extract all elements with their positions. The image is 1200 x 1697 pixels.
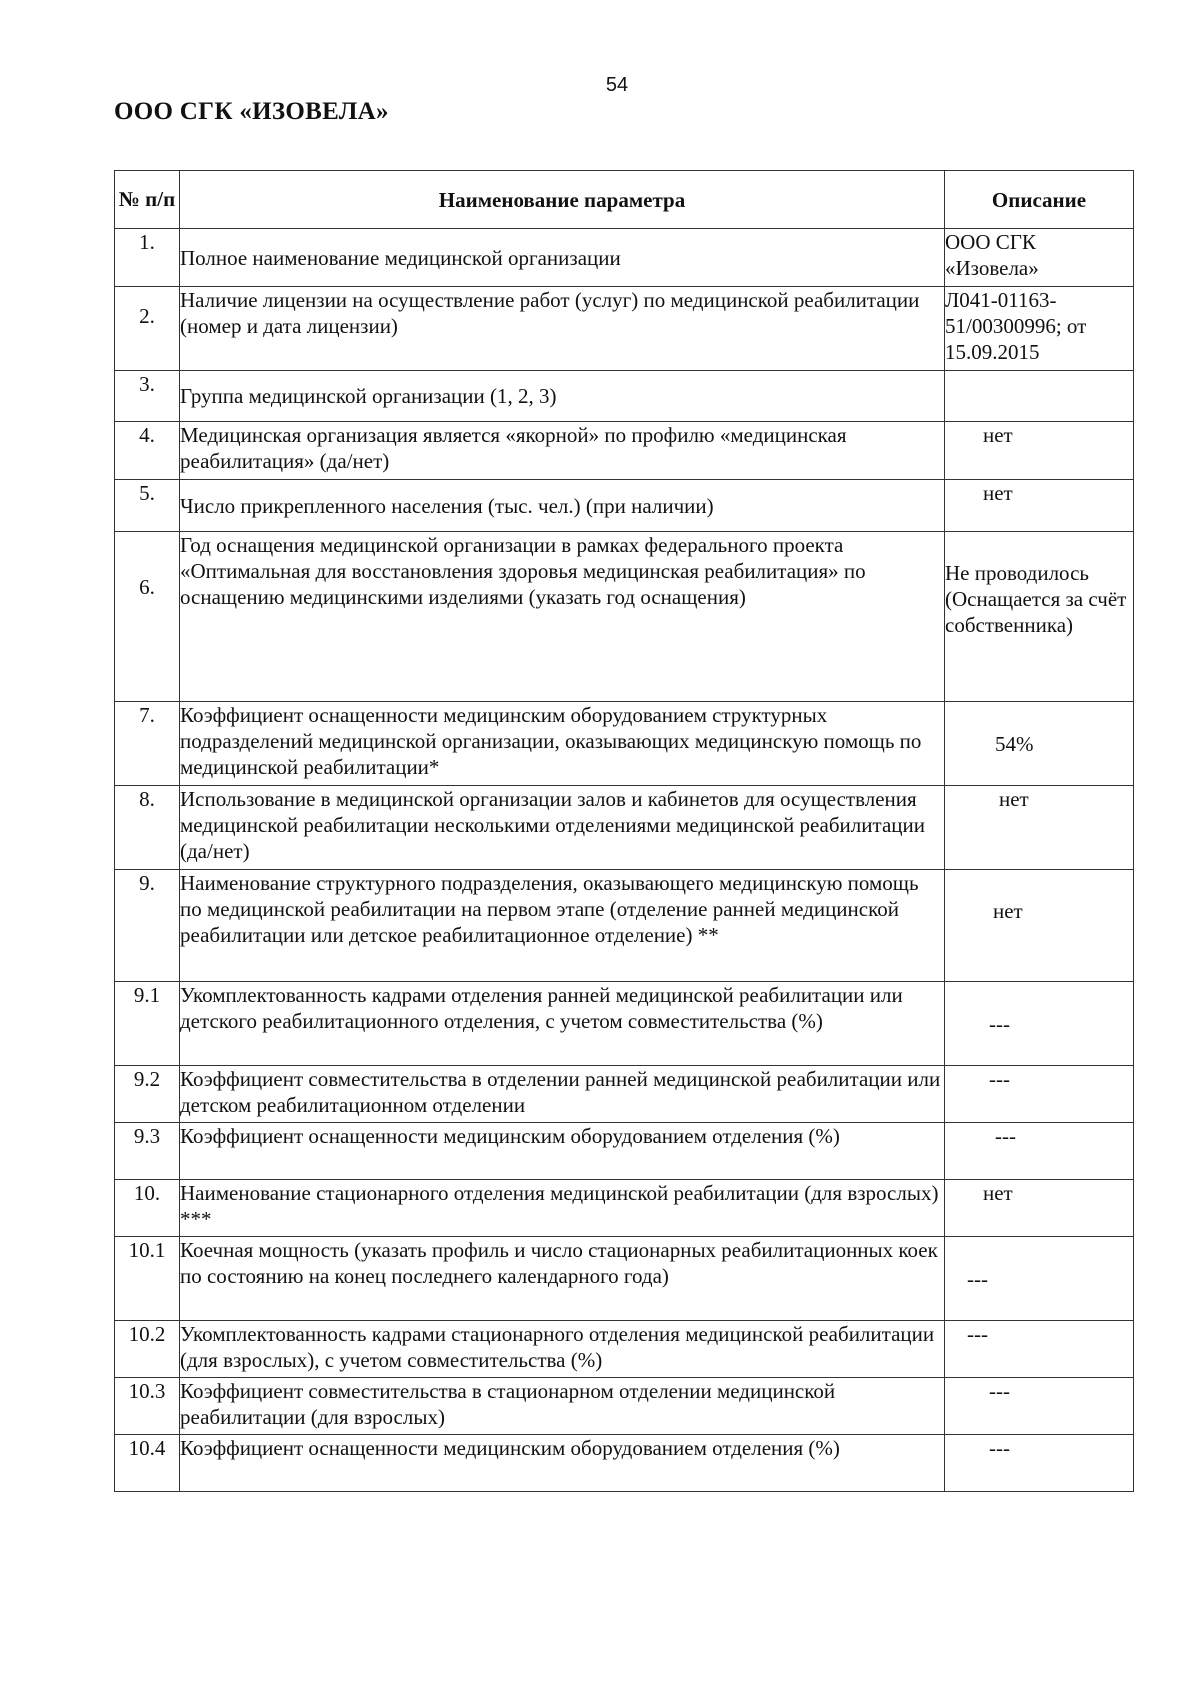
row-parameter-name: Год оснащения медицинской организации в рамках федерального проекта «Оптимальная для восстановления здоровья медицинская реабилитация» по оснащению медицинскими изделиями (указать год оснащения) xyxy=(180,532,945,702)
row-number: 9.2 xyxy=(115,1066,180,1123)
row-number: 1. xyxy=(115,229,180,287)
table-row xyxy=(115,422,1134,480)
row-number: 9.3 xyxy=(115,1123,180,1180)
row-description: --- xyxy=(945,1321,1134,1378)
table-row xyxy=(115,371,1134,422)
row-description xyxy=(945,371,1134,422)
table-row xyxy=(115,532,1134,702)
row-parameter-name: Использование в медицинской организации залов и кабинетов для осуществления медицинской реабилитации несколькими отделениями медицинской реабилитации (да/нет) xyxy=(180,786,945,870)
table-row xyxy=(115,786,1134,870)
table-row xyxy=(115,480,1134,532)
row-parameter-name: Коэффициент оснащенности медицинским оборудованием структурных подразделений медицинской организации, оказывающих медицинскую помощь по медицинской реабилитации* xyxy=(180,702,945,786)
row-description: Л041-01163-51/00300996; от 15.09.2015 xyxy=(945,287,1134,371)
row-description: нет xyxy=(945,870,1134,982)
table-row xyxy=(115,1378,1134,1435)
row-number: 2. xyxy=(115,287,180,371)
row-number: 9.1 xyxy=(115,982,180,1066)
row-parameter-name: Коэффициент совместительства в стационарном отделении медицинской реабилитации (для взрослых) xyxy=(180,1378,945,1435)
parameters-table xyxy=(114,170,1134,1492)
row-number: 10.2 xyxy=(115,1321,180,1378)
row-description: ООО СГК «Изовела» xyxy=(945,229,1134,287)
table-row xyxy=(115,1321,1134,1378)
row-description: нет xyxy=(945,480,1134,532)
row-parameter-name: Медицинская организация является «якорной» по профилю «медицинская реабилитация» (да/нет) xyxy=(180,422,945,480)
organization-title: ООО СГК «ИЗОВЕЛА» xyxy=(114,98,389,125)
row-number: 8. xyxy=(115,786,180,870)
row-description: нет xyxy=(945,786,1134,870)
table-row xyxy=(115,1123,1134,1180)
row-description: --- xyxy=(945,1066,1134,1123)
row-number: 10.4 xyxy=(115,1435,180,1492)
row-parameter-name: Коэффициент совместительства в отделении ранней медицинской реабилитации или детском реабилитационном отделении xyxy=(180,1066,945,1123)
row-number: 3. xyxy=(115,371,180,422)
row-number: 6. xyxy=(115,532,180,702)
row-parameter-name: Коечная мощность (указать профиль и число стационарных реабилитационных коек по состоянию на конец последнего календарного года) xyxy=(180,1237,945,1321)
row-description: --- xyxy=(945,1123,1134,1180)
row-description: --- xyxy=(945,1435,1134,1492)
row-description: нет xyxy=(945,422,1134,480)
row-parameter-name: Коэффициент оснащенности медицинским оборудованием отделения (%) xyxy=(180,1435,945,1492)
table-row xyxy=(115,870,1134,982)
row-parameter-name: Коэффициент оснащенности медицинским оборудованием отделения (%) xyxy=(180,1123,945,1180)
row-number: 10.1 xyxy=(115,1237,180,1321)
row-description: --- xyxy=(945,1237,1134,1321)
table-row xyxy=(115,1435,1134,1492)
row-number: 7. xyxy=(115,702,180,786)
row-number: 4. xyxy=(115,422,180,480)
row-number: 10. xyxy=(115,1180,180,1237)
row-parameter-name: Наименование структурного подразделения, оказывающего медицинскую помощь по медицинской реабилитации на первом этапе (отделение ранней медицинской реабилитации или детское реабилитационное отделение) ** xyxy=(180,870,945,982)
row-description: --- xyxy=(945,1378,1134,1435)
table-row xyxy=(115,1180,1134,1237)
row-parameter-name: Наличие лицензии на осуществление работ (услуг) по медицинской реабилитации (номер и дата лицензии) xyxy=(180,287,945,371)
row-number: 10.3 xyxy=(115,1378,180,1435)
row-parameter-name: Число прикрепленного населения (тыс. чел.) (при наличии) xyxy=(180,480,945,532)
row-parameter-name: Укомплектованность кадрами стационарного отделения медицинской реабилитации (для взрослых), с учетом совместительства (%) xyxy=(180,1321,945,1378)
header-parameter-name: Наименование параметра xyxy=(180,171,945,229)
row-description: --- xyxy=(945,982,1134,1066)
row-parameter-name: Укомплектованность кадрами отделения ранней медицинской реабилитации или детского реабилитационного отделения, с учетом совместительства (%) xyxy=(180,982,945,1066)
header-number: № п/п xyxy=(115,171,180,229)
page-number: 54 xyxy=(605,74,629,96)
row-number: 5. xyxy=(115,480,180,532)
table-row xyxy=(115,1066,1134,1123)
row-parameter-name: Группа медицинской организации (1, 2, 3) xyxy=(180,371,945,422)
table-row xyxy=(115,982,1134,1066)
table-row xyxy=(115,287,1134,371)
row-parameter-name: Полное наименование медицинской организации xyxy=(180,229,945,287)
row-number: 9. xyxy=(115,870,180,982)
row-description: Не проводилось (Оснащается за счёт собственника) xyxy=(945,532,1134,702)
table-row xyxy=(115,229,1134,287)
row-parameter-name: Наименование стационарного отделения медицинской реабилитации (для взрослых) *** xyxy=(180,1180,945,1237)
table-row xyxy=(115,702,1134,786)
row-description: 54% xyxy=(945,702,1134,786)
row-description: нет xyxy=(945,1180,1134,1237)
header-description: Описание xyxy=(945,171,1134,229)
table-header-row xyxy=(115,171,1134,229)
table-row xyxy=(115,1237,1134,1321)
